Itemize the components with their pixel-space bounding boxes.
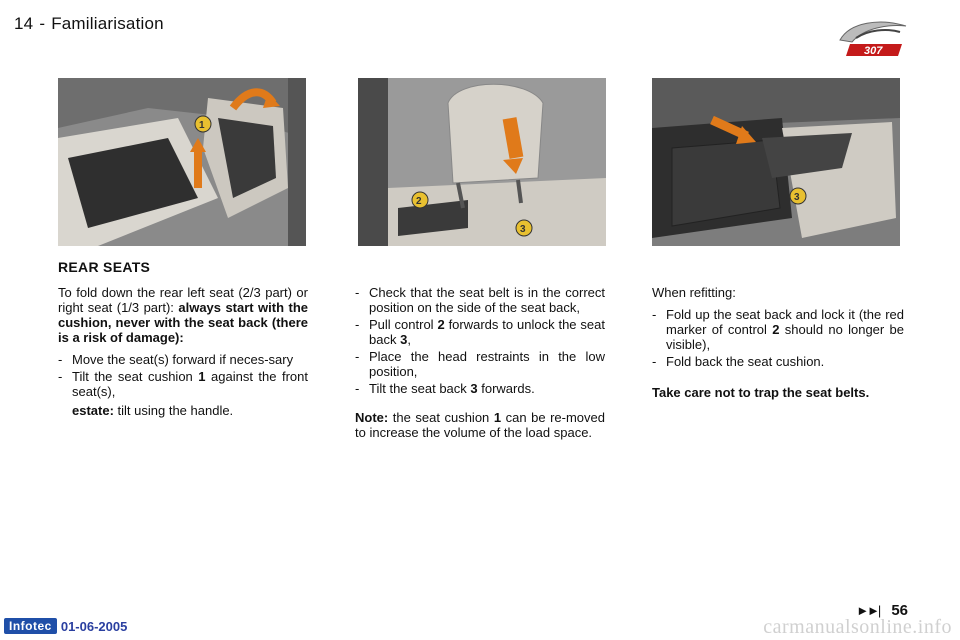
callout-ref-2: 2 — [437, 317, 445, 332]
rear-seat-photo-3 — [652, 78, 900, 246]
column-2 — [355, 285, 605, 447]
step-tilt-back-end: forwards. — [477, 381, 535, 396]
step-fold-up-text: Fold up the seat back and lock it (the red marker of control — [666, 307, 904, 337]
estate-note — [58, 403, 308, 418]
seat-back-steps — [355, 285, 605, 396]
rear-seat-photo-2 — [358, 78, 606, 246]
note-text: the seat cushion — [388, 410, 494, 425]
step-tilt-back — [355, 381, 605, 396]
callout-ref-2b: 2 — [772, 322, 780, 337]
site-watermark: carmanualsonline.info — [763, 616, 952, 638]
seat-belt-warning: Take care not to trap the seat belts. — [652, 385, 870, 400]
callout-3-photo3: 3 — [794, 192, 800, 203]
peugeot-307-logo — [828, 16, 918, 62]
column-1 — [58, 260, 308, 418]
step-check-belt: - Check that the seat belt is in the correct position on the side of the seat back, — [355, 285, 605, 315]
callout-2-photo2: 2 — [416, 196, 422, 207]
fold-down-steps — [58, 352, 308, 399]
callout-ref-1: 1 — [198, 369, 206, 384]
step-pull-control — [355, 317, 605, 347]
note-label: Note: — [355, 410, 389, 425]
callout-ref-3a: 3 — [400, 332, 408, 347]
callout-1-photo1: 1 — [199, 120, 205, 131]
step-tilt-cushion-end: against the front seat(s), — [72, 369, 309, 399]
step-pull-end: , — [407, 332, 411, 347]
edition-date: 01-06-2005 — [60, 618, 128, 634]
infotec-logo: Infotec — [4, 618, 57, 634]
callout-ref-1b: 1 — [493, 410, 502, 425]
step-fold-up-back — [652, 307, 904, 352]
step-move-seat: - Move the seat(s) forward if neces-sary — [58, 352, 308, 367]
step-pull-mid: forwards to unlock the seat back — [369, 317, 605, 347]
step-fold-up-end: should no longer be visible), — [666, 322, 904, 352]
section-heading-rear-seats: REAR SEATS — [58, 259, 151, 275]
estate-text: tilt using the handle. — [113, 403, 234, 418]
callout-3-photo2: 3 — [520, 224, 526, 235]
estate-label: estate: — [72, 403, 114, 418]
intro-text: To fold down the rear left seat (2/3 part) or right seat (1/3 part): — [58, 285, 308, 315]
note-text-end: can be re-moved to increase the volume of the load space. — [355, 410, 605, 440]
step-tilt-cushion-text: Tilt the seat cushion — [72, 369, 199, 384]
step-tilt-back-text: Tilt the seat back — [369, 381, 471, 396]
step-fold-back-cushion: - Fold back the seat cushion. — [652, 354, 904, 369]
page-header — [14, 14, 164, 34]
step-pull-text: Pull control — [369, 317, 438, 332]
step-head-restraints: - Place the head restraints in the low position, — [355, 349, 605, 379]
step-tilt-cushion — [58, 369, 308, 399]
note-paragraph — [355, 410, 605, 440]
refitting-intro: When refitting: — [652, 285, 736, 300]
header-separator: - — [39, 14, 46, 33]
fast-forward-icon[interactable]: ►►| — [856, 603, 880, 618]
logo-model-text: 307 — [864, 45, 883, 57]
page-number-header: 14 — [14, 14, 34, 33]
column-3 — [652, 285, 904, 400]
refitting-steps — [652, 307, 904, 369]
footer-brand-area — [4, 618, 127, 634]
section-title: Familiarisation — [51, 14, 164, 33]
intro-paragraph — [58, 285, 308, 345]
rear-seat-photo-1 — [58, 78, 306, 246]
intro-warning-bold: always start with the cushion, never with the seat back (there is a risk of damage): — [58, 300, 308, 345]
page-number: 56 — [891, 602, 908, 619]
callout-ref-3b: 3 — [470, 381, 478, 396]
